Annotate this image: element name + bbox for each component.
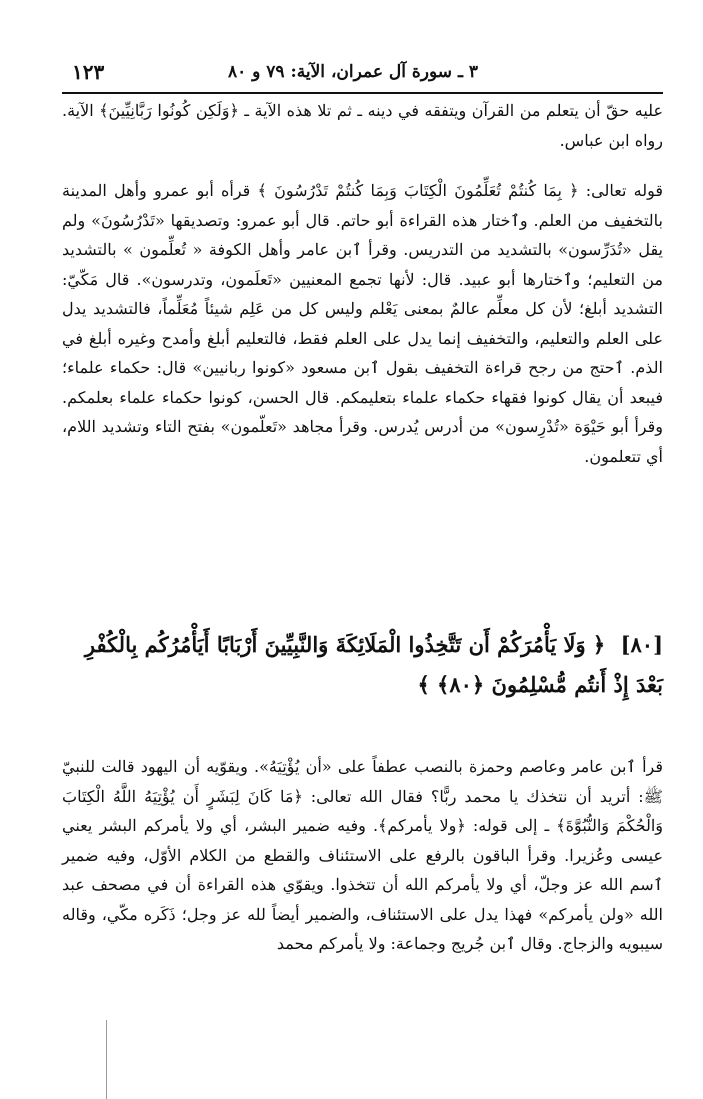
verse-number: [٨٠] bbox=[620, 632, 663, 657]
running-title: ٣ ـ سورة آل عمران، الآية: ٧٩ و ٨٠ bbox=[227, 62, 478, 82]
scan-margin-line bbox=[106, 1020, 107, 1099]
verse-text: ﴿ وَلَا يَأْمُرَكُمْ أَن تَتَّخِذُوا الْمَلَائِكَةَ وَالنَّبِيِّينَ أَرْبَابًا أَيَأْمُرُكُم بِالْكُفْرِ بَعْدَ إِذْ أَنتُم مُّسْلِمُونَ ﴿٨٠﴾ ﴾ bbox=[84, 632, 663, 697]
paragraph-commentary bbox=[62, 176, 663, 471]
page-header bbox=[62, 58, 663, 88]
paragraph-continuation bbox=[62, 96, 663, 155]
paragraph-verse-commentary bbox=[62, 752, 663, 959]
paragraph: قرأ ٱبن عامر وعاصم وحمزة بالنصب عطفاً على «أن يُؤْتِيَهُ». ويقوّيه أن اليهود قالت للنبيّ ﷺ: أتريد أن نتخذك يا محمد ربًّا؟ فقال الله تعالى: ﴿مَا كَانَ لِبَشَرٍ أَن يُؤْتِيَهُ اللَّهُ الْكِتَابَ وَالْحُكْمَ وَالنُّبُوَّةَ﴾ ـ إلى قوله: ﴿ولا يأمركم﴾. وفيه ضمير البشر، أي ولا يأمركم البشر يعني عيسى وعُزيرا. وقرأ الباقون بالرفع على الاستئناف والقطع من الكلام الأوّل، وفيه ضمير ٱسم الله عز وجلّ، أي ولا يأمركم الله أن تتخذوا. ويقوّي هذه القراءة أن في مصحف عبد الله «ولن يأمركم» فهذا يدل على الاستئناف، والضمير أيضاً لله عز وجل؛ ذَكَره مكّي، وقاله سيبويه والزجاج. وقال ٱبن جُريج وجماعة: ولا يأمركم محمد bbox=[62, 757, 663, 953]
paragraph: عليه حقّ أن يتعلم من القرآن ويتفقه في دينه ـ ثم تلا هذه الآية ـ ﴿وَلَكِن كُونُوا رَبَّانِيِّينَ﴾ الآية. رواه ابن عباس. bbox=[62, 101, 664, 150]
quran-verse bbox=[62, 625, 663, 705]
header-rule bbox=[62, 92, 663, 94]
page-number: ١٢٣ bbox=[72, 60, 105, 84]
paragraph: قوله تعالى: ﴿ بِمَا كُنتُمْ تُعَلِّمُونَ الْكِتَابَ وَبِمَا كُنتُمْ تَدْرُسُونَ ﴾ قرأه أبو عمرو وأهل المدينة بالتخفيف من العلم. وٱختار هذه القراءة أبو حاتم. قال أبو عمرو: وتصديقها «تَدْرُسُونَ» ولم يقل «تُدَرِّسون» بالتشديد من التدريس. وقرأ ٱبن عامر وأهل الكوفة « تُعلِّمون » بالتشديد من التعليم؛ وٱختارها أبو عبيد. قال: لأنها تجمع المعنيين «تَعلَمون، وتدرسون». قال مَكّيّ: التشديد أبلغ؛ لأن كل معلِّم عالمٌ بمعنى يَعْلم وليس كل من عَلِم شيئاً مُعَلِّماً، فالتشديد يدل على العلم والتعليم، والتخفيف إنما يدل على العلم فقط، فالتعليم أبلغ وأمدح وغيره أبلغ في الذم. ٱحتج من رجح قراءة التخفيف بقول ٱبن مسعود «كونوا ربانيين» قال: حكماء علماء؛ فيبعد أن يقال كونوا فقهاء حكماء علماء بتعليمكم. قال الحسن، كونوا حكماء علماء بعلمكم. وقرأ أبو حَيْوَة «تُدْرِسون» من أدرس يُدرس. وقرأ مجاهد «تَعلّمون» بفتح التاء وتشديد اللام، أي تتعلمون. bbox=[62, 181, 664, 466]
